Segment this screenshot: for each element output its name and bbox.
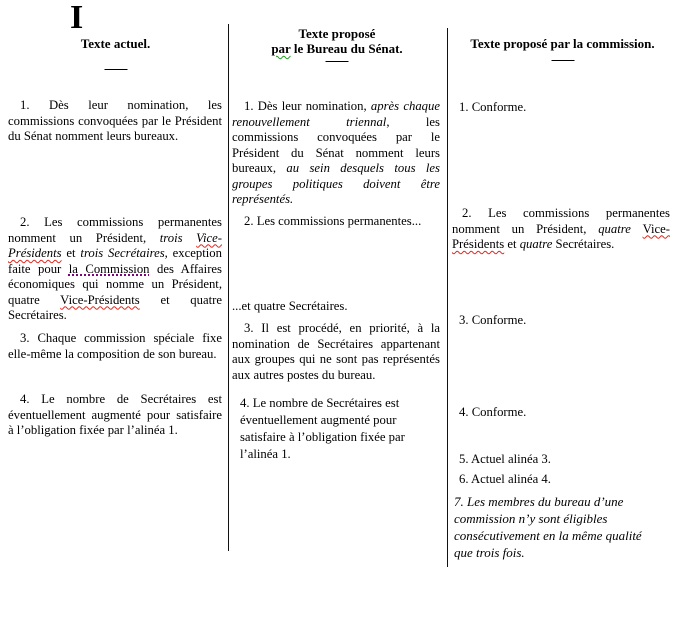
paragraph-actuel-2 [8,215,222,324]
header-rule [326,61,349,62]
text-segment: Secrétaires. [555,237,615,251]
column-texte-bureau [232,0,442,619]
text-segment-italic: quatre [598,221,643,236]
smart-tag-word: la Commission [68,261,150,276]
paragraph-commission-1: 1. Conforme. [459,100,527,114]
text-segment-italic: quatre [519,237,556,251]
paragraph-commission-7: 7. Les membres du bureau d’une commission n’y sont éligibles consécutivement en la même qualité que trois fois. [454,494,642,560]
column-divider-left [228,24,229,551]
roman-numeral-heading: I [70,0,84,36]
paragraph-bureau-2: 2. Les commissions permanentes... [244,214,422,228]
column-texte-actuel [8,0,223,619]
text-segment-italic: au sein desquels tous les groupes politiques doivent être représentés. [232,161,440,206]
paragraph-commission-3: 3. Conforme. [459,313,527,327]
misspelled-word: Vice-Présidents [60,292,140,307]
paragraph-actuel-4: 4. Le nombre de Secrétaires est éventuellement augmenté pour satisfaire à l’obligation fixée par l’alinéa 1. [8,392,222,437]
text-segment: et [504,237,520,251]
header-line1: Texte proposé [298,26,376,41]
paragraph-commission-2 [452,206,670,253]
column-header-commission: Texte proposé par la commission. [470,36,655,51]
paragraph-bureau-4: 3. Il est procédé, en priorité, à la nomination de Secrétaires appartenant aux groupes qui ne sont pas représentés aux autres postes du bureau. [232,321,440,382]
text-segment: , les commissions convoquées par le Président du Sénat nomment leurs bureaux, [232,114,440,175]
column-texte-commission [452,0,673,619]
text-segment: des Affaires économiques qui nomme un Président, quatre [8,261,222,307]
header-rule [104,69,127,70]
misspelled-word: Vice-Présidents [8,230,222,260]
column-header-actuel: Texte actuel. [80,36,151,51]
paragraph-commission-4: 4. Conforme. [459,405,527,419]
paragraph-commission-6: 6. Actuel alinéa 4. [459,472,551,486]
paragraph-actuel-3: 3. Chaque commission spéciale fixe elle-même la composition de son bureau. [8,331,222,361]
misspelled-word: Vice-Présidents [452,221,670,251]
text-segment: , exception faite pour [8,246,222,276]
text-segment: et quatre Secrétaires. [8,292,222,322]
header-line2: le Bureau du Sénat. [290,41,403,56]
text-segment-italic: trois Secrétaires [80,246,165,260]
grammar-flag-word: par [271,41,291,56]
text-segment: et [61,246,81,260]
column-header-bureau [232,26,442,56]
paragraph-commission-5: 5. Actuel alinéa 3. [459,452,551,466]
text-segment: 2. Les commissions permanentes nomment un Président, [452,206,670,236]
text-segment: 1. Dès leur nomination, [244,99,371,113]
header-rule [551,60,574,61]
paragraph-actuel-1: 1. Dès leur nomination, les commissions convoquées par le Président du Sénat nomment leurs bureaux. [8,98,222,143]
text-segment-italic: après chaque renouvellement triennal [232,99,440,129]
paragraph-bureau-3: ...et quatre Secrétaires. [232,299,348,313]
column-divider-right [447,28,448,567]
text-segment: 2. Les commissions permanentes nomment un Président, [8,215,222,245]
text-segment-italic: trois [159,230,197,245]
paragraph-bureau-1 [232,99,440,208]
paragraph-bureau-5: 4. Le nombre de Secrétaires est éventuellement augmenté pour satisfaire à l’obligation fixée par l’alinéa 1. [240,396,405,461]
